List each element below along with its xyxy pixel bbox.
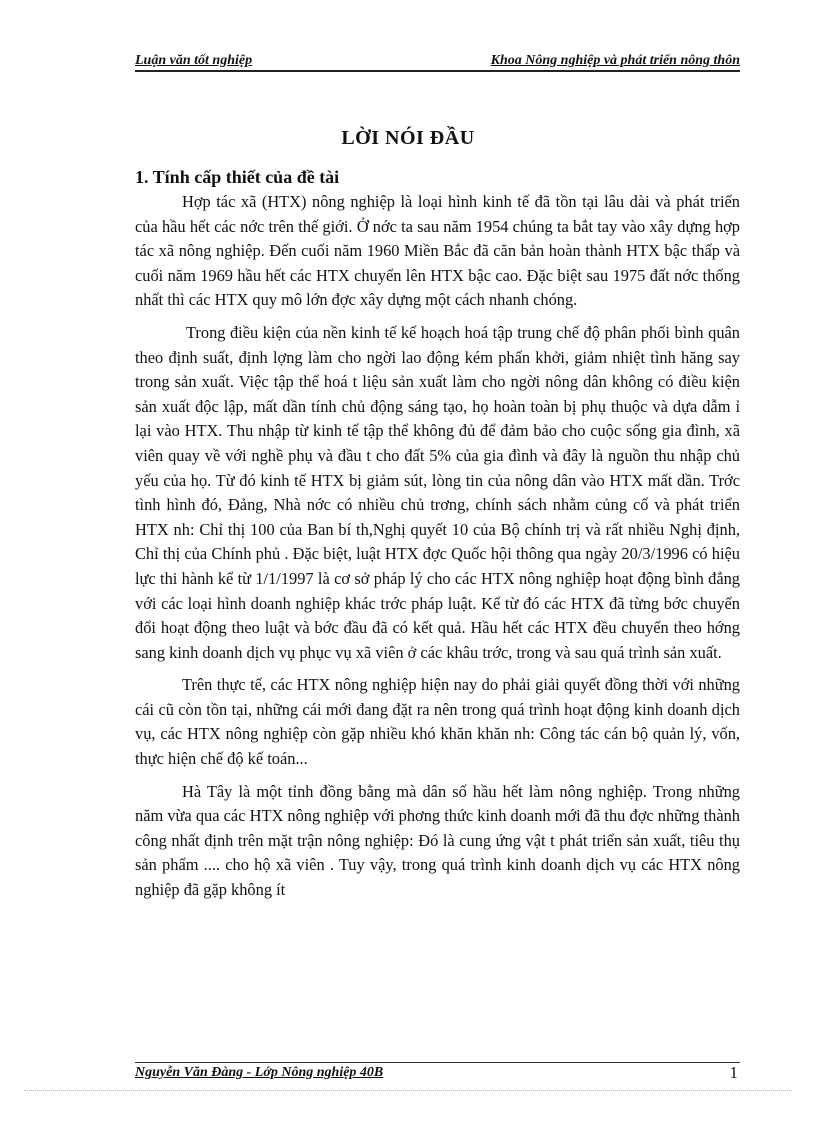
paragraph-3: Trên thực tế, các HTX nông nghiệp hiện nay do phải giải quyết đồng thời với những cái cũ còn tồn tại, những cái mới đang đặt ra nên trong quá trình hoạt động kinh doanh dịch vụ, các HTX nông nghiệp còn gặp nhiều khó khăn khăn nh: Công tác cán bộ quản lý, vốn, thực hiện chế độ kế toán...	[135, 675, 740, 769]
header-thesis-label: Luận văn tốt nghiệp	[135, 53, 253, 68]
page-title: LỜI NÓI ĐẦU	[341, 127, 475, 149]
body-text	[135, 190, 740, 911]
footer-author: Nguyễn Văn Đàng - Lớp Nông nghiệp 40B	[135, 1065, 384, 1080]
page-footer	[135, 1063, 740, 1083]
header-faculty-label: Khoa Nông nghiệp và phát triển nông thôn	[490, 53, 740, 68]
paragraph-2: Trong điều kiện của nền kinh tế kế hoạch hoá tập trung chế độ phân phối bình quân theo định suất, định lợng làm cho ngời lao động kém phấn khởi, giảm nhiệt tình hăng say trong sản xuất. Việc tập thể hoá t liệu sản xuất làm cho ngời nông dân không có điều kiện sản xuất độc lập, mất dần tính chủ động sáng tạo, họ hoàn toàn bị phụ thuộc và dựa dẫm ỉ lại vào HTX. Thu nhập từ kinh tế tập thể không đủ để đảm bảo cho cuộc sống gia đình, xã viên quay về với nghề phụ và đầu t cho đất 5% của gia đình và đây là nguồn thu nhập chủ yếu của họ. Từ đó kinh tế HTX bị giảm sút, lòng tin của nông dân vào HTX mất dần. Trớc tình hình đó, Đảng, Nhà nớc có nhiều chủ trơng, chính sách nhằm củng cố và phát triển HTX nh: Chỉ thị 100 của Ban bí th,Nghị quyết 10 của Bộ chính trị và rất nhiều Nghị định, Chỉ thị của Chính phủ . Đặc biệt, luật HTX đợc Quốc hội thông qua ngày 20/3/1996 có hiệu lực thi hành kể từ 1/1/1997 là cơ sở pháp lý cho các HTX nông nghiệp hoạt động bình đẳng với các loại hình doanh nghiệp khác trớc pháp luật. Kể từ đó các HTX đã từng bớc chuyển đổi hoạt động theo luật và bớc đầu đã có kết quả. Hầu hết các HTX đều chuyển theo hớng sang kinh doanh dịch vụ phục vụ xã viên ở các khâu trớc, trong và sau quá trình sản xuất.	[135, 322, 740, 662]
page-header	[135, 48, 740, 72]
page-number: 1	[729, 1063, 738, 1082]
paragraph-4: Hà Tây là một tỉnh đồng bằng mà dân số hầu hết làm nông nghiệp. Trong những năm vừa qua các HTX nông nghiệp với phơng thức kinh doanh mới đã thu đợc những thành công nhất định trên mặt trận nông nghiệp: Đó là cung ứng vật t phát triển sản xuất, tiêu thụ sản phẩm .... cho hộ xã viên . Tuy vậy, trong quá trình kinh doanh dịch vụ các HTX nông nghiệp đã gặp không ít	[135, 781, 740, 900]
section-heading: 1. Tính cấp thiết của đề tài	[135, 167, 340, 187]
paragraph-1: Hợp tác xã (HTX) nông nghiệp là loại hình kinh tế đã tồn tại lâu dài và phát triển của hầu hết các nớc trên thế giới. Ở nớc ta sau năm 1954 chúng ta bắt tay vào xây dựng hợp tác xã nông nghiệp. Đến cuối năm 1960 Miền Bắc đã căn bản hoàn thành HTX bậc thấp và cuối năm 1969 hầu hết các HTX chuyển lên HTX bậc cao. Đặc biệt sau 1975 đất nớc thống nhất thì các HTX quy mô lớn đợc xây dựng một cách nhanh chóng.	[135, 192, 740, 310]
page-bottom-border	[24, 1090, 792, 1091]
